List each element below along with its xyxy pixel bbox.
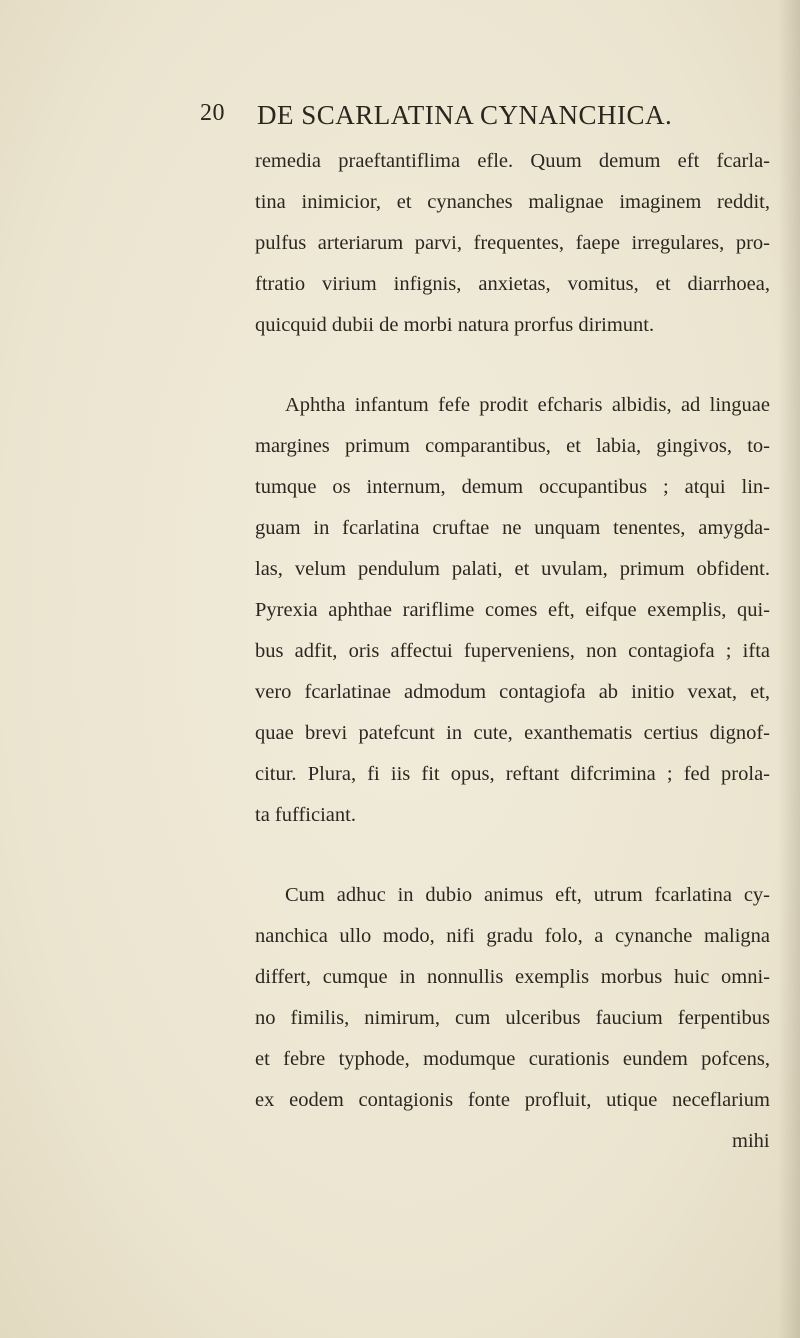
page-edge-shadow <box>778 0 800 1338</box>
text-line: et febre typhode, modumque curationis eundem pofcens, <box>255 1048 770 1070</box>
text-line: no fimilis, nimirum, cum ulceribus faucium ferpentibus <box>255 1007 770 1029</box>
text-line: pulfus arteriarum parvi, frequentes, faepe irregulares, pro- <box>255 232 770 254</box>
text-line: nanchica ullo modo, nifi gradu folo, a cynanche maligna <box>255 925 770 947</box>
text-line: vero fcarlatinae admodum contagiofa ab initio vexat, et, <box>255 681 770 703</box>
text-line: quae brevi patefcunt in cute, exanthematis certius dignof- <box>255 722 770 744</box>
text-line: Aphtha infantum fefe prodit efcharis albidis, ad linguae <box>285 394 770 416</box>
text-line: citur. Plura, fi iis fit opus, reftant difcrimina ; fed prola- <box>255 763 770 785</box>
text-line: Pyrexia aphthae rariflime comes eft, eifque exemplis, qui- <box>255 599 770 621</box>
text-line: ta fufficiant. <box>255 804 356 826</box>
text-line: tina inimicior, et cynanches malignae imaginem reddit, <box>255 191 770 213</box>
text-line: quicquid dubii de morbi natura prorfus dirimunt. <box>255 314 655 336</box>
text-line: remedia praeftantiflima efle. Quum demum eft fcarla- <box>255 150 770 172</box>
page-header <box>200 100 760 140</box>
text-line: differt, cumque in nonnullis exemplis morbus huic omni- <box>255 966 770 988</box>
running-head: DE SCARLATINA CYNANCHICA. <box>257 100 673 130</box>
text-line: las, velum pendulum palati, et uvulam, primum obfident. <box>255 558 770 580</box>
text-line: bus adfit, oris affectui fuperveniens, non contagiofa ; ifta <box>255 640 770 662</box>
text-line: Cum adhuc in dubio animus eft, utrum fcarlatina cy- <box>285 884 770 906</box>
text-line: tumque os internum, demum occupantibus ; atqui lin- <box>255 476 770 498</box>
text-line: guam in fcarlatina cruftae ne unquam tenentes, amygda- <box>255 517 770 539</box>
text-line: ftratio virium infignis, anxietas, vomitus, et diarrhoea, <box>255 273 770 295</box>
catchword: mihi <box>732 1130 770 1152</box>
text-line: margines primum comparantibus, et labia, gingivos, to- <box>255 435 770 457</box>
page-number: 20 <box>200 100 225 126</box>
text-line: ex eodem contagionis fonte profluit, utique neceflarium <box>255 1089 770 1111</box>
